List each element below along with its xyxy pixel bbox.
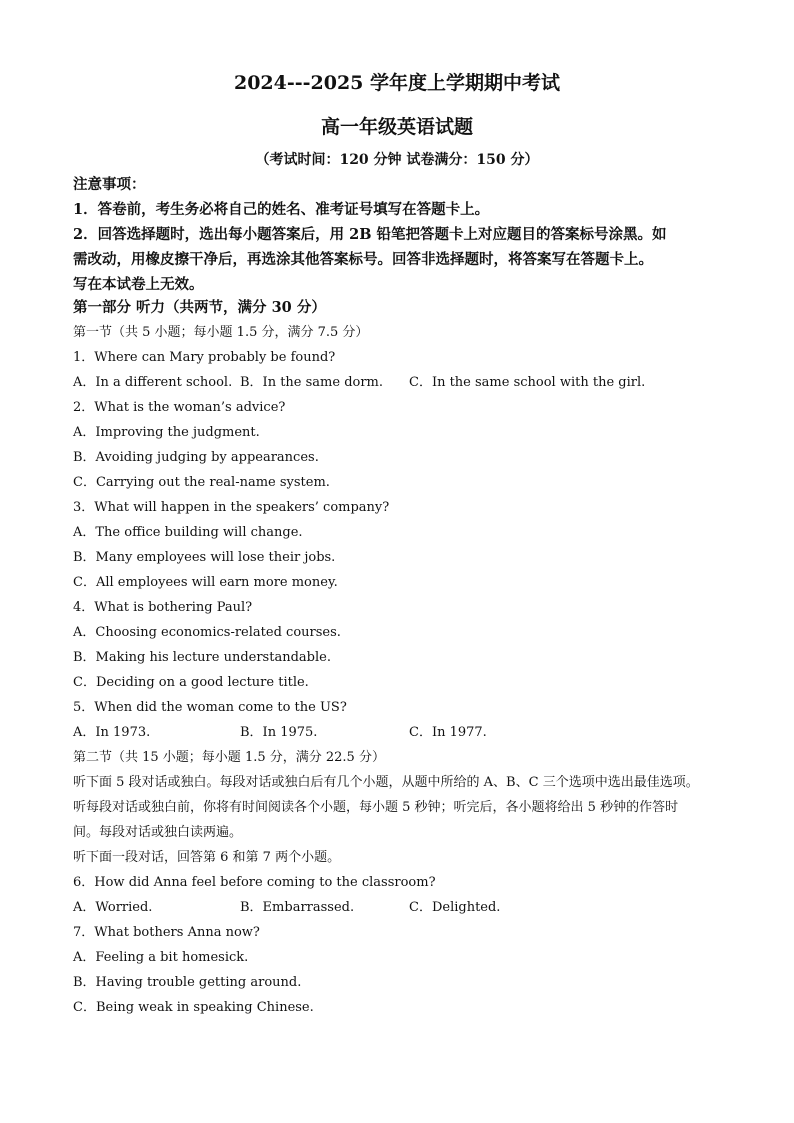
question-6: 6．How did Anna feel before coming to the classroom? bbox=[73, 875, 436, 890]
instructions-line: 听下面 5 段对话或独白。每段对话或独白后有几个小题，从题中所给的 A、B、C 三个选项中选出最佳选项。 bbox=[73, 775, 699, 790]
instructions-line: 间。每段对话或独白读两遍。 bbox=[73, 825, 243, 840]
option-a: A．Choosing economics-related courses. bbox=[73, 625, 341, 640]
part1-heading: 第一部分 听力（共两节，满分 30 分） bbox=[73, 299, 326, 316]
notes-heading: 注意事项： bbox=[73, 176, 146, 193]
question-5: 5．When did the woman come to the US? bbox=[73, 700, 347, 715]
option-a: A．Improving the judgment. bbox=[73, 425, 260, 440]
option-b: B．Having trouble getting around. bbox=[73, 975, 302, 990]
section2-heading: 第二节（共 15 小题；每小题 1.5 分，满分 22.5 分） bbox=[73, 750, 385, 765]
question-2: 2．What is the woman’s advice? bbox=[73, 400, 286, 415]
question-3: 3．What will happen in the speakers’ company? bbox=[73, 500, 390, 515]
option-c: C．Delighted. bbox=[409, 900, 501, 915]
notes-line: 需改动，用橡皮擦干净后，再选涂其他答案标号。回答非选择题时，将答案写在答题卡上。 bbox=[73, 251, 653, 268]
option-c: C．All employees will earn more money. bbox=[73, 575, 338, 590]
option-a: A．In 1973. bbox=[73, 725, 151, 740]
notes-line: 2．回答选择题时，选出每小题答案后，用 2B 铅笔把答题卡上对应题目的答案标号涂黑。如 bbox=[73, 226, 667, 243]
question-7: 7．What bothers Anna now? bbox=[73, 925, 260, 940]
exam-subtitle: 高一年级英语试题 bbox=[320, 116, 473, 138]
listening-section bbox=[73, 320, 733, 1020]
notes-line: 写在本试卷上无效。 bbox=[73, 276, 204, 293]
notes-line: 1．答卷前，考生务必将自己的姓名、准考证号填写在答题卡上。 bbox=[73, 201, 490, 218]
option-c: C．In the same school with the girl. bbox=[409, 375, 646, 390]
question-4: 4．What is bothering Paul? bbox=[73, 600, 253, 615]
options-row bbox=[73, 720, 733, 745]
option-a: A．Feeling a bit homesick. bbox=[73, 950, 249, 965]
option-b: B．In 1975. bbox=[240, 725, 318, 740]
option-c: C．In 1977. bbox=[409, 725, 487, 740]
instructions-line: 听每段对话或独白前，你将有时间阅读各个小题，每小题 5 秒钟；听完后，各小题将给出 5 秒钟的作答时 bbox=[73, 800, 679, 815]
option-b: B．Making his lecture understandable. bbox=[73, 650, 331, 665]
options-row bbox=[73, 895, 733, 920]
option-c: C．Being weak in speaking Chinese. bbox=[73, 1000, 314, 1015]
option-b: B．Embarrassed. bbox=[240, 900, 355, 915]
exam-title: 2024---2025 学年度上学期期中考试 bbox=[233, 72, 561, 94]
options-row bbox=[73, 370, 733, 395]
option-a: A．In a different school. bbox=[73, 375, 233, 390]
dialogue-intro: 听下面一段对话，回答第 6 和第 7 两个小题。 bbox=[73, 850, 341, 865]
section1-heading: 第一节（共 5 小题；每小题 1.5 分，满分 7.5 分） bbox=[73, 325, 369, 340]
option-c: C．Carrying out the real-name system. bbox=[73, 475, 330, 490]
option-c: C．Deciding on a good lecture title. bbox=[73, 675, 309, 690]
option-b: B．Avoiding judging by appearances. bbox=[73, 450, 319, 465]
option-b: B．In the same dorm. bbox=[240, 375, 384, 390]
option-a: A．Worried. bbox=[73, 900, 153, 915]
exam-info: （考试时间：120 分钟 试卷满分：150 分） bbox=[255, 152, 539, 168]
question-1: 1．Where can Mary probably be found? bbox=[73, 350, 336, 365]
option-b: B．Many employees will lose their jobs. bbox=[73, 550, 336, 565]
notes-section bbox=[73, 172, 733, 297]
option-a: A．The office building will change. bbox=[73, 525, 303, 540]
